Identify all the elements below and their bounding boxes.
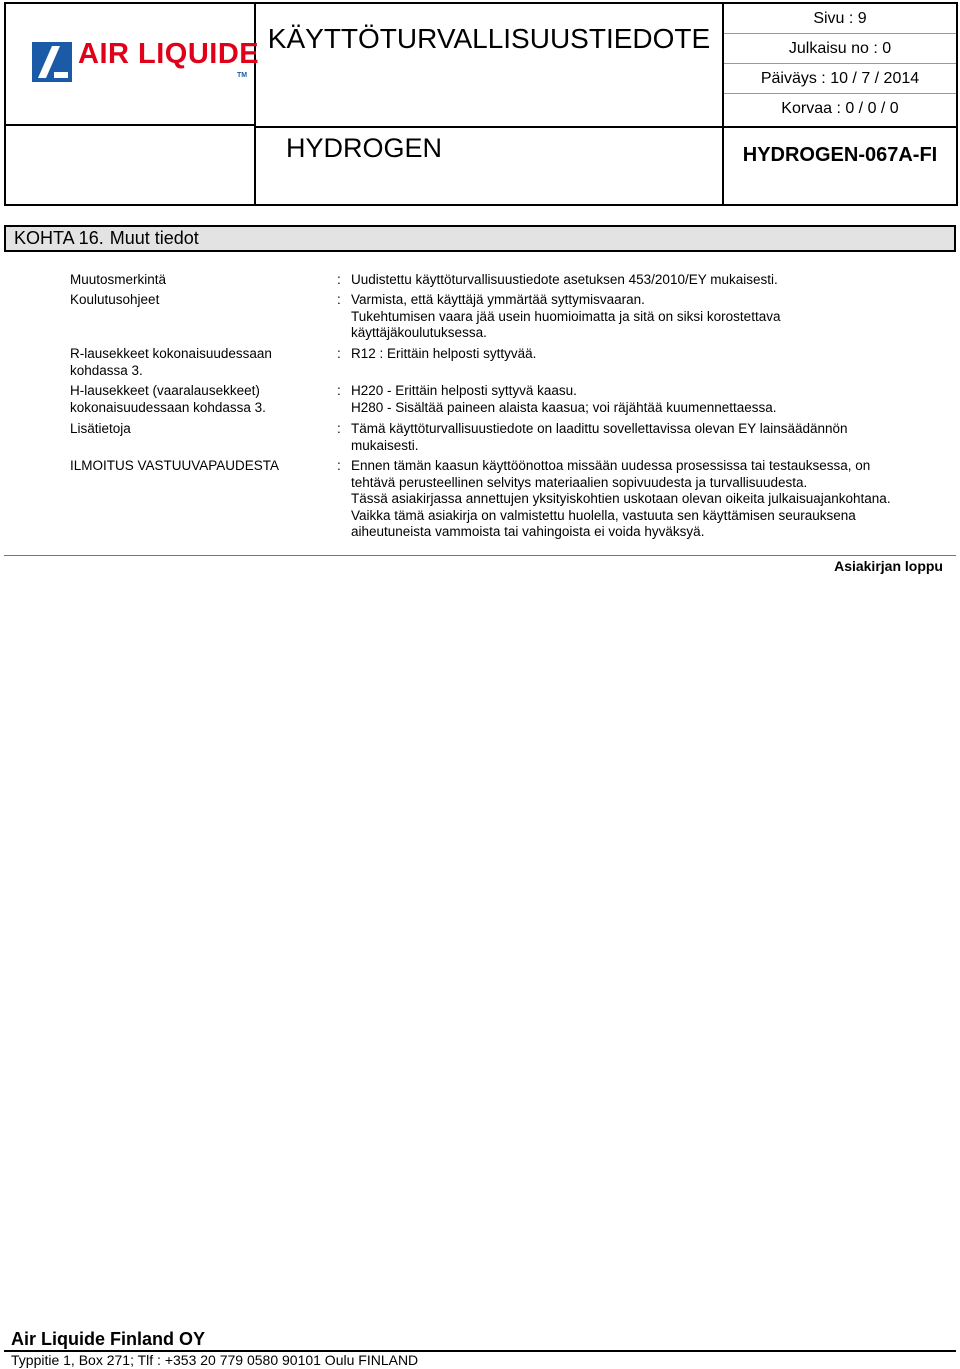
content-divider: [4, 555, 956, 556]
colon: :: [337, 272, 341, 287]
revision-date: Päiväys : 10 / 7 / 2014: [724, 64, 956, 94]
row-label: R-lausekkeet kokonaisuudessaan kohdassa 3.: [70, 346, 272, 378]
value-line: H220 - Erittäin helposti syttyvä kaasu.: [351, 383, 577, 398]
row-label: H-lausekkeet (vaaralausekkeet) kokonaisuudessaan kohdassa 3.: [70, 383, 266, 415]
row-value: [351, 346, 960, 363]
value-line: Tässä asiakirjassa annettujen yksityiskohtien uskotaan olevan oikeita julkaisuajankohtana.: [351, 491, 891, 506]
value-line: Varmista, että käyttäjä ymmärtää syttymisvaaran.: [351, 292, 645, 307]
row-value: [351, 383, 960, 416]
trademark-mark: TM: [237, 72, 248, 79]
supersedes: Korvaa : 0 / 0 / 0: [724, 94, 956, 128]
section-heading: [4, 225, 956, 252]
value-line: Vaikka tämä asiakirja on valmistettu huolella, vastuuta sen käyttämisen seurauksena: [351, 507, 856, 523]
value-line: Uudistettu käyttöturvallisuustiedote asetuksen 453/2010/EY mukaisesti.: [351, 272, 778, 287]
value-line: mukaisesti.: [351, 437, 419, 453]
colon: :: [337, 292, 341, 307]
document-title: KÄYTTÖTURVALLISUUSTIEDOTE: [267, 23, 711, 54]
row-value: [351, 292, 960, 342]
end-of-document: Asiakirjan loppu: [834, 558, 943, 574]
row-label: Muutosmerkintä: [70, 272, 167, 287]
air-liquide-emblem-icon: [32, 42, 72, 82]
edition-number: Julkaisu no : 0: [724, 34, 956, 64]
footer-address: Typpitie 1, Box 271; Tlf : +353 20 779 0580 90101 Oulu FINLAND: [11, 1352, 419, 1368]
document-code: HYDROGEN-067A-FI: [742, 144, 938, 166]
document-info: [722, 4, 956, 126]
air-liquide-logo: [32, 34, 260, 94]
colon: :: [337, 458, 341, 473]
document-header: [4, 2, 958, 206]
header-blank-cell: [6, 126, 256, 204]
product-name: HYDROGEN: [285, 133, 442, 163]
row-label: Koulutusohjeet: [70, 292, 160, 307]
value-line: aiheutuneista vammoista tai vahingoista ei voida hyväksyä.: [351, 524, 705, 539]
logo-cell: [6, 4, 260, 126]
value-line: Ennen tämän kaasun käyttöönottoa missään uudessa prosessissa tai testauksessa, on: [351, 458, 871, 473]
row-label: Lisätietoja: [70, 421, 131, 436]
colon: :: [337, 421, 341, 436]
value-line: käyttäjäkoulutuksessa.: [351, 325, 487, 340]
row-label: ILMOITUS VASTUUVAPAUDESTA: [70, 458, 280, 473]
header-divider: [256, 126, 956, 128]
section-number: KOHTA 16.: [14, 228, 104, 248]
colon: :: [337, 346, 341, 361]
value-line: H280 - Sisältää paineen alaista kaasua; voi räjähtää kuumennettaessa.: [351, 399, 777, 415]
row-value: [351, 458, 960, 541]
colon: :: [337, 383, 341, 398]
value-line: tehtävä perusteellinen selvitys materiaalien sopivuudesta ja turvallisuudesta.: [351, 474, 808, 490]
row-value: [351, 272, 960, 289]
value-line: Tukehtumisen vaara jää usein huomioimatta ja sitä on siksi korostettava: [351, 308, 781, 324]
footer-company: Air Liquide Finland OY: [11, 1329, 206, 1349]
page-number: Sivu : 9: [724, 4, 956, 34]
section-title: Muut tiedot: [109, 228, 199, 248]
value-line: Tämä käyttöturvallisuustiedote on laadittu sovellettavissa olevan EY lainsäädännön: [351, 421, 848, 436]
logo-text: AIR LIQUIDE: [78, 38, 260, 70]
value-line: R12 : Erittäin helposti syttyvää.: [351, 346, 537, 361]
row-value: [351, 421, 960, 454]
